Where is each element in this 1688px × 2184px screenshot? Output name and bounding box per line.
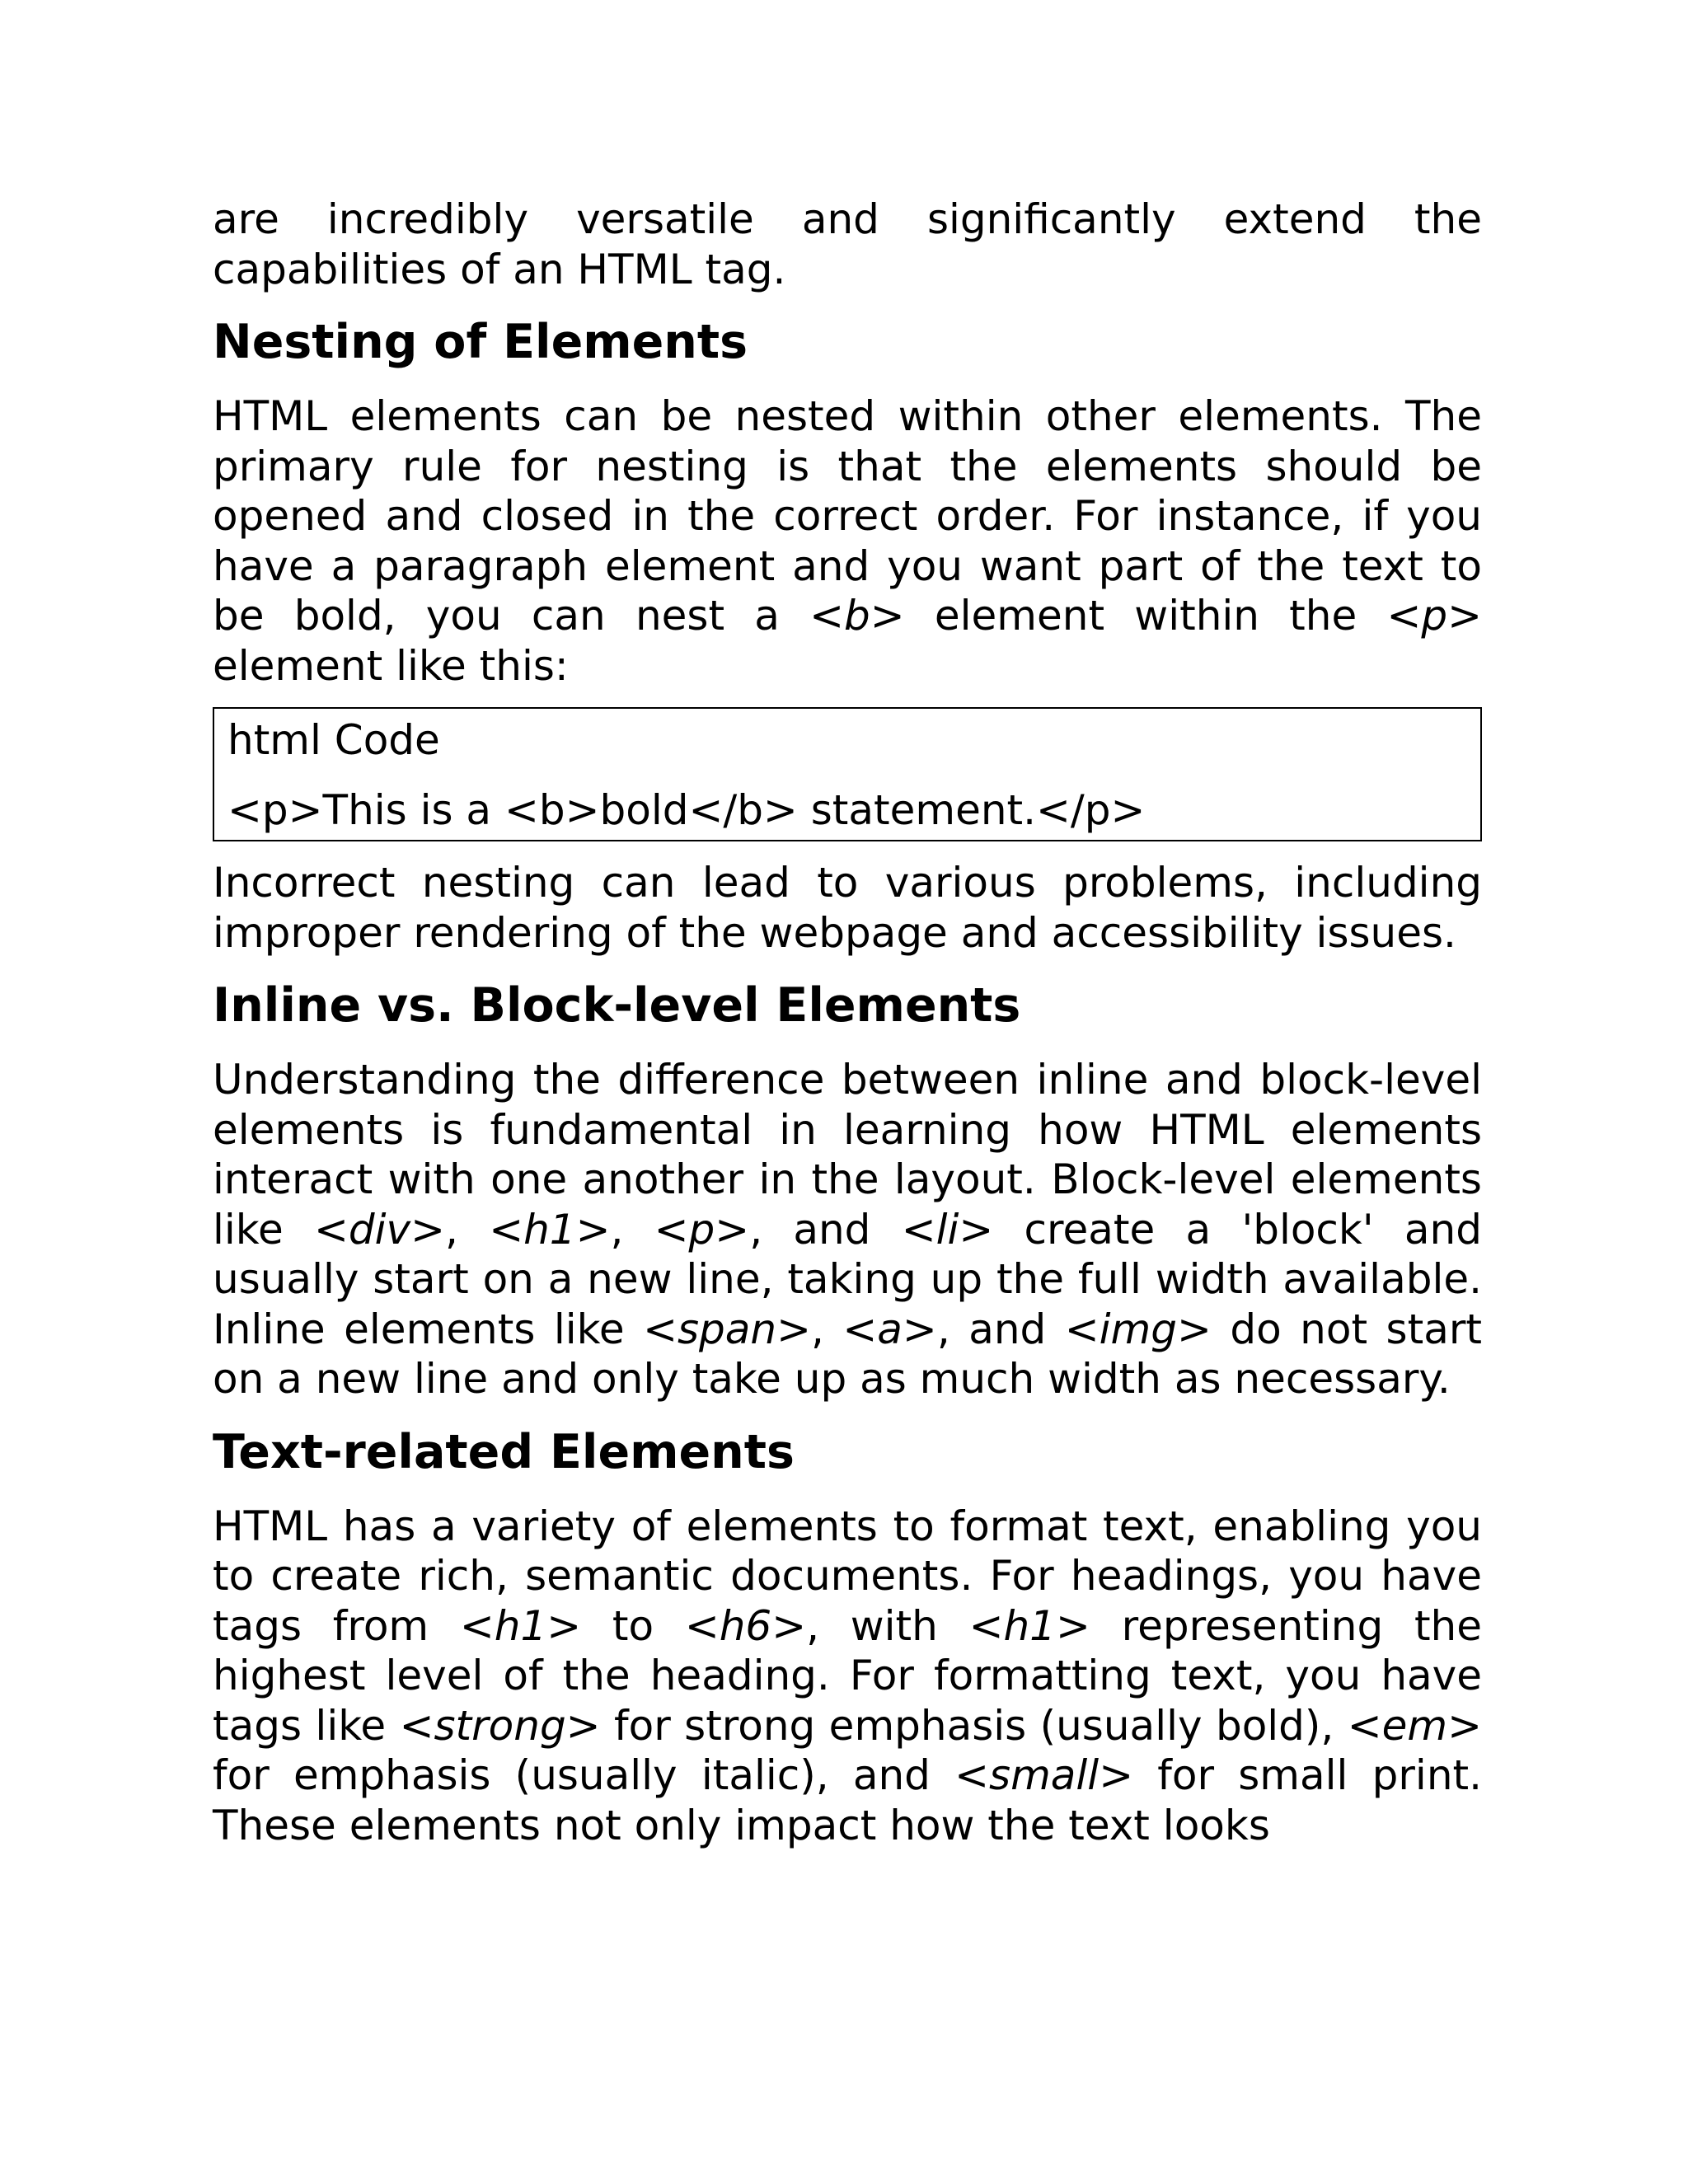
heading-text-related: Text-related Elements [213,1424,795,1479]
intro-paragraph [213,194,1482,294]
heading-inline-block: Inline vs. Block-level Elements [213,978,1021,1033]
text-related-paragraph [213,1502,1482,1851]
tag-li: <li> [901,1205,994,1254]
tag-h1: <h1> [459,1601,582,1650]
ib-sep-1: , [445,1205,490,1254]
inline-block-paragraph [213,1055,1482,1404]
tag-strong: <strong> [399,1701,601,1750]
tag-p: <p> [1386,592,1482,640]
tag-div: <div> [314,1205,446,1254]
document-page [213,194,1482,1850]
ib-text-a: Understanding the difference between inline and block-level elements is fundamental in learning how HTML elements interact with one another in the layout. Block-level elements like [213,1056,1482,1254]
tag-h1: <h1> [968,1601,1090,1650]
tag-img: <img> [1064,1305,1212,1353]
tag-p: <p> [654,1205,750,1254]
tr-text-e: for small print. These elements not only impact how the text looks [213,1751,1483,1849]
tr-sep-1: to [581,1601,685,1650]
code-line: <p>This is a <b>bold</b> statement.</p> [227,785,1146,834]
ib-sep-5: , and [936,1305,1065,1353]
ib-text-b: create a 'block' and usually start on a new line, taking up the full width available. Inline elements like [213,1205,1482,1353]
nesting-text-a: HTML elements can be nested within other elements. The primary rule for nesting is that the elements should be opened and closed in the correct order. For instance, if you have a paragraph element and you want part of the text to be bold, you can nest a [213,392,1482,640]
nesting-paragraph [213,391,1482,691]
nesting-text-b: element within the [904,592,1387,640]
tr-text-b: representing the highest level of the heading. For formatting text, you have tags like [213,1601,1482,1750]
tag-a: <a> [842,1305,937,1353]
heading-nesting: Nesting of Elements [213,315,748,369]
nesting-warning-paragraph: Incorrect nesting can lead to various problems, including improper rendering of the webpage and accessibility issues. [213,859,1482,957]
ib-sep-3: , and [749,1205,902,1254]
tag-h1: <h1> [489,1205,611,1254]
code-block [213,707,1482,841]
tag-span: <span> [643,1305,811,1353]
intro-text: are incredibly versatile and significantly extend the capabilities of an HTML tag. [213,195,1482,293]
ib-text-c: do not start on a new line and only take up as much width as necessary. [213,1305,1483,1403]
code-label: html Code [227,716,440,764]
tag-h6: <h6> [684,1601,807,1650]
tag-small: <small> [954,1751,1134,1799]
ib-sep-2: , [610,1205,654,1254]
ib-sep-4: , [810,1305,843,1353]
tr-text-a: HTML has a variety of elements to format text, enabling you to create rich, semantic documents. For headings, you have tags from [213,1502,1482,1650]
nesting-text-c: element like this: [213,641,569,690]
tag-em: <em> [1347,1701,1482,1750]
tag-b: <b> [809,592,905,640]
tr-text-d: for emphasis (usually italic), and [213,1751,955,1799]
tr-text-c: for strong emphasis (usually bold), [600,1701,1348,1750]
tr-sep-2: , with [806,1601,969,1650]
